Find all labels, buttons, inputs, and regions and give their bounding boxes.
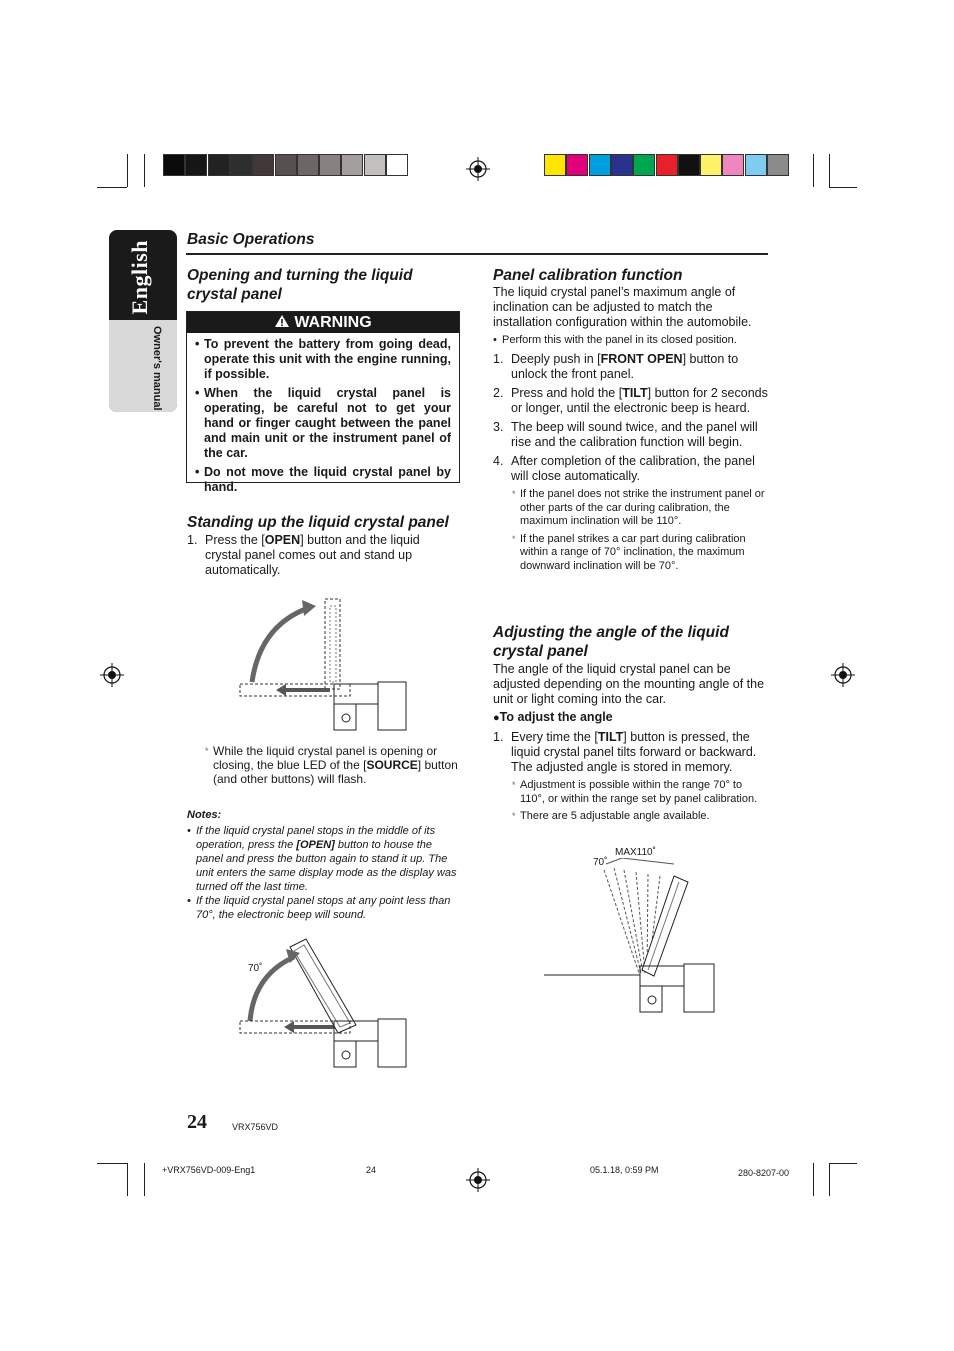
color-swatch <box>700 154 722 176</box>
warning-box <box>186 311 460 494</box>
timestamp-label: 05.1.18, 0:59 PM <box>590 1165 659 1175</box>
color-swatch <box>611 154 633 176</box>
standing-step: 1. Press the [OPEN] button and the liquid crystal panel comes out and stand up automatically. <box>187 533 420 577</box>
color-swatch <box>656 154 678 176</box>
warning-list <box>187 337 459 495</box>
color-swatch <box>544 154 566 176</box>
panel-70-diagram <box>238 935 410 1073</box>
gray-swatch <box>208 154 230 176</box>
standing-note: * While the liquid crystal panel is opening or closing, the blue LED of the [SOURCE] button (and other buttons) will flash. <box>205 744 463 786</box>
color-swatch <box>767 154 789 176</box>
gray-swatch <box>252 154 274 176</box>
calibration-step: 1. Deeply push in [FRONT OPEN] button to unlock the front panel. <box>493 352 739 381</box>
adjusting-steps <box>493 730 769 775</box>
page-number: 24 <box>187 1111 207 1133</box>
gray-swatch <box>386 154 408 176</box>
calibration-steps <box>493 352 769 484</box>
source-key: SOURCE <box>366 758 418 772</box>
calibration-note: * If the panel does not strike the instrument panel or other parts of the car during calibration, the maximum inclination will be 110°. <box>512 488 769 529</box>
calibration-prenote: • Perform this with the panel in its closed position. <box>493 334 737 346</box>
angle-range-diagram <box>544 858 720 1014</box>
registration-mark-right <box>831 663 855 687</box>
tab-manual-label: Owner's manual <box>151 326 163 411</box>
color-swatch <box>745 154 767 176</box>
color-swatch <box>589 154 611 176</box>
color-swatch <box>566 154 588 176</box>
warning-header <box>187 312 459 333</box>
gray-swatch <box>319 154 341 176</box>
warning-label: WARNING <box>294 314 372 331</box>
adjusting-subtitle: ●To adjust the angle <box>493 710 613 724</box>
color-swatch <box>678 154 700 176</box>
gray-swatch <box>364 154 386 176</box>
calibration-step: 2. Press and hold the [TILT] button for 2 seconds or longer, until the electronic beep is heard. <box>493 386 768 415</box>
panel-standup-diagram <box>238 596 410 732</box>
standing-title: Standing up the liquid crystal panel <box>187 514 449 531</box>
adjusting-section <box>493 662 769 824</box>
min-angle-label: 70˚ <box>593 857 608 868</box>
calibration-step: 4. After completion of the calibration, the panel will close automatically. <box>493 454 755 483</box>
calibration-note: * If the panel strikes a car part during calibration within a range of 70° inclination, the maximum downward inclination will be 70°. <box>512 533 769 574</box>
section-title: Basic Operations <box>187 231 315 248</box>
file-label: +VRX756VD-009-Eng1 <box>162 1165 256 1175</box>
notes-item: • If the liquid crystal panel stops in the middle of its operation, press the [OPEN] button to house the panel and press the button again to stand it up. The unit enters the same display mode as the display was turned off the last time. <box>187 825 457 893</box>
calibration-section <box>493 285 769 573</box>
warning-item: • When the liquid crystal panel is operating, be careful not to get your hand or finger caught between the panel and main unit or the instrument panel of the car. <box>187 386 459 461</box>
gray-swatch <box>275 154 297 176</box>
tab-language-label: English <box>127 240 152 315</box>
registration-mark-left <box>100 663 124 687</box>
calibration-title: Panel calibration function <box>493 267 683 284</box>
adjusting-intro: The angle of the liquid crystal panel can be adjusted depending on the mounting angle of the unit or light coming into the car. <box>493 662 765 706</box>
calibration-step: 3. The beep will sound twice, and the panel will rise and the calibration function will begin. <box>493 420 758 449</box>
model-label: VRX756VD <box>232 1122 279 1132</box>
opening-title: Opening and turning the liquid crystal panel <box>187 267 413 303</box>
gray-swatch <box>230 154 252 176</box>
calibration-intro: The liquid crystal panel’s maximum angle of inclination can be adjusted to match the installation configuration within the automobile. <box>493 285 752 329</box>
code-label: 280-8207-00 <box>738 1168 790 1178</box>
open-key: OPEN <box>264 533 301 547</box>
max-angle-label: MAX110˚ <box>615 847 656 858</box>
adjusting-note: * There are 5 adjustable angle available. <box>512 810 769 824</box>
adjusting-title: Adjusting the angle of the liquid crystal panel <box>493 624 729 660</box>
gray-swatch <box>163 154 185 176</box>
registration-mark-top <box>466 157 490 181</box>
color-swatch <box>722 154 744 176</box>
notes-block <box>187 808 459 922</box>
notes-title: Notes: <box>187 809 222 821</box>
adjusting-note: * Adjustment is possible within the range 70° to 110°, or within the range set by panel calibration. <box>512 779 769 806</box>
color-swatch <box>633 154 655 176</box>
page-ref-label: 24 <box>366 1165 377 1175</box>
registration-mark-bottom <box>466 1168 490 1192</box>
warning-item: • To prevent the battery from going dead, operate this unit with the engine running, if possible. <box>187 337 459 382</box>
gray-swatch <box>341 154 363 176</box>
language-tab <box>109 230 177 412</box>
warning-item: • Do not move the liquid crystal panel by hand. <box>187 465 459 495</box>
gray-swatch <box>297 154 319 176</box>
warning-triangle-icon <box>274 314 290 328</box>
adjusting-step: 1. Every time the [TILT] button is pressed, the liquid crystal panel tilts forward or backward. The adjusted angle is stored in memory. <box>493 730 757 774</box>
step-number: 1. <box>187 533 198 547</box>
notes-item: • If the liquid crystal panel stops at any point less than 70°, the electronic beep will sound. <box>187 895 451 921</box>
header-rule <box>186 253 768 255</box>
gray-swatch <box>185 154 207 176</box>
tilt-key: TILT <box>597 730 624 744</box>
figure-angle-label: 70˚ <box>248 963 263 974</box>
